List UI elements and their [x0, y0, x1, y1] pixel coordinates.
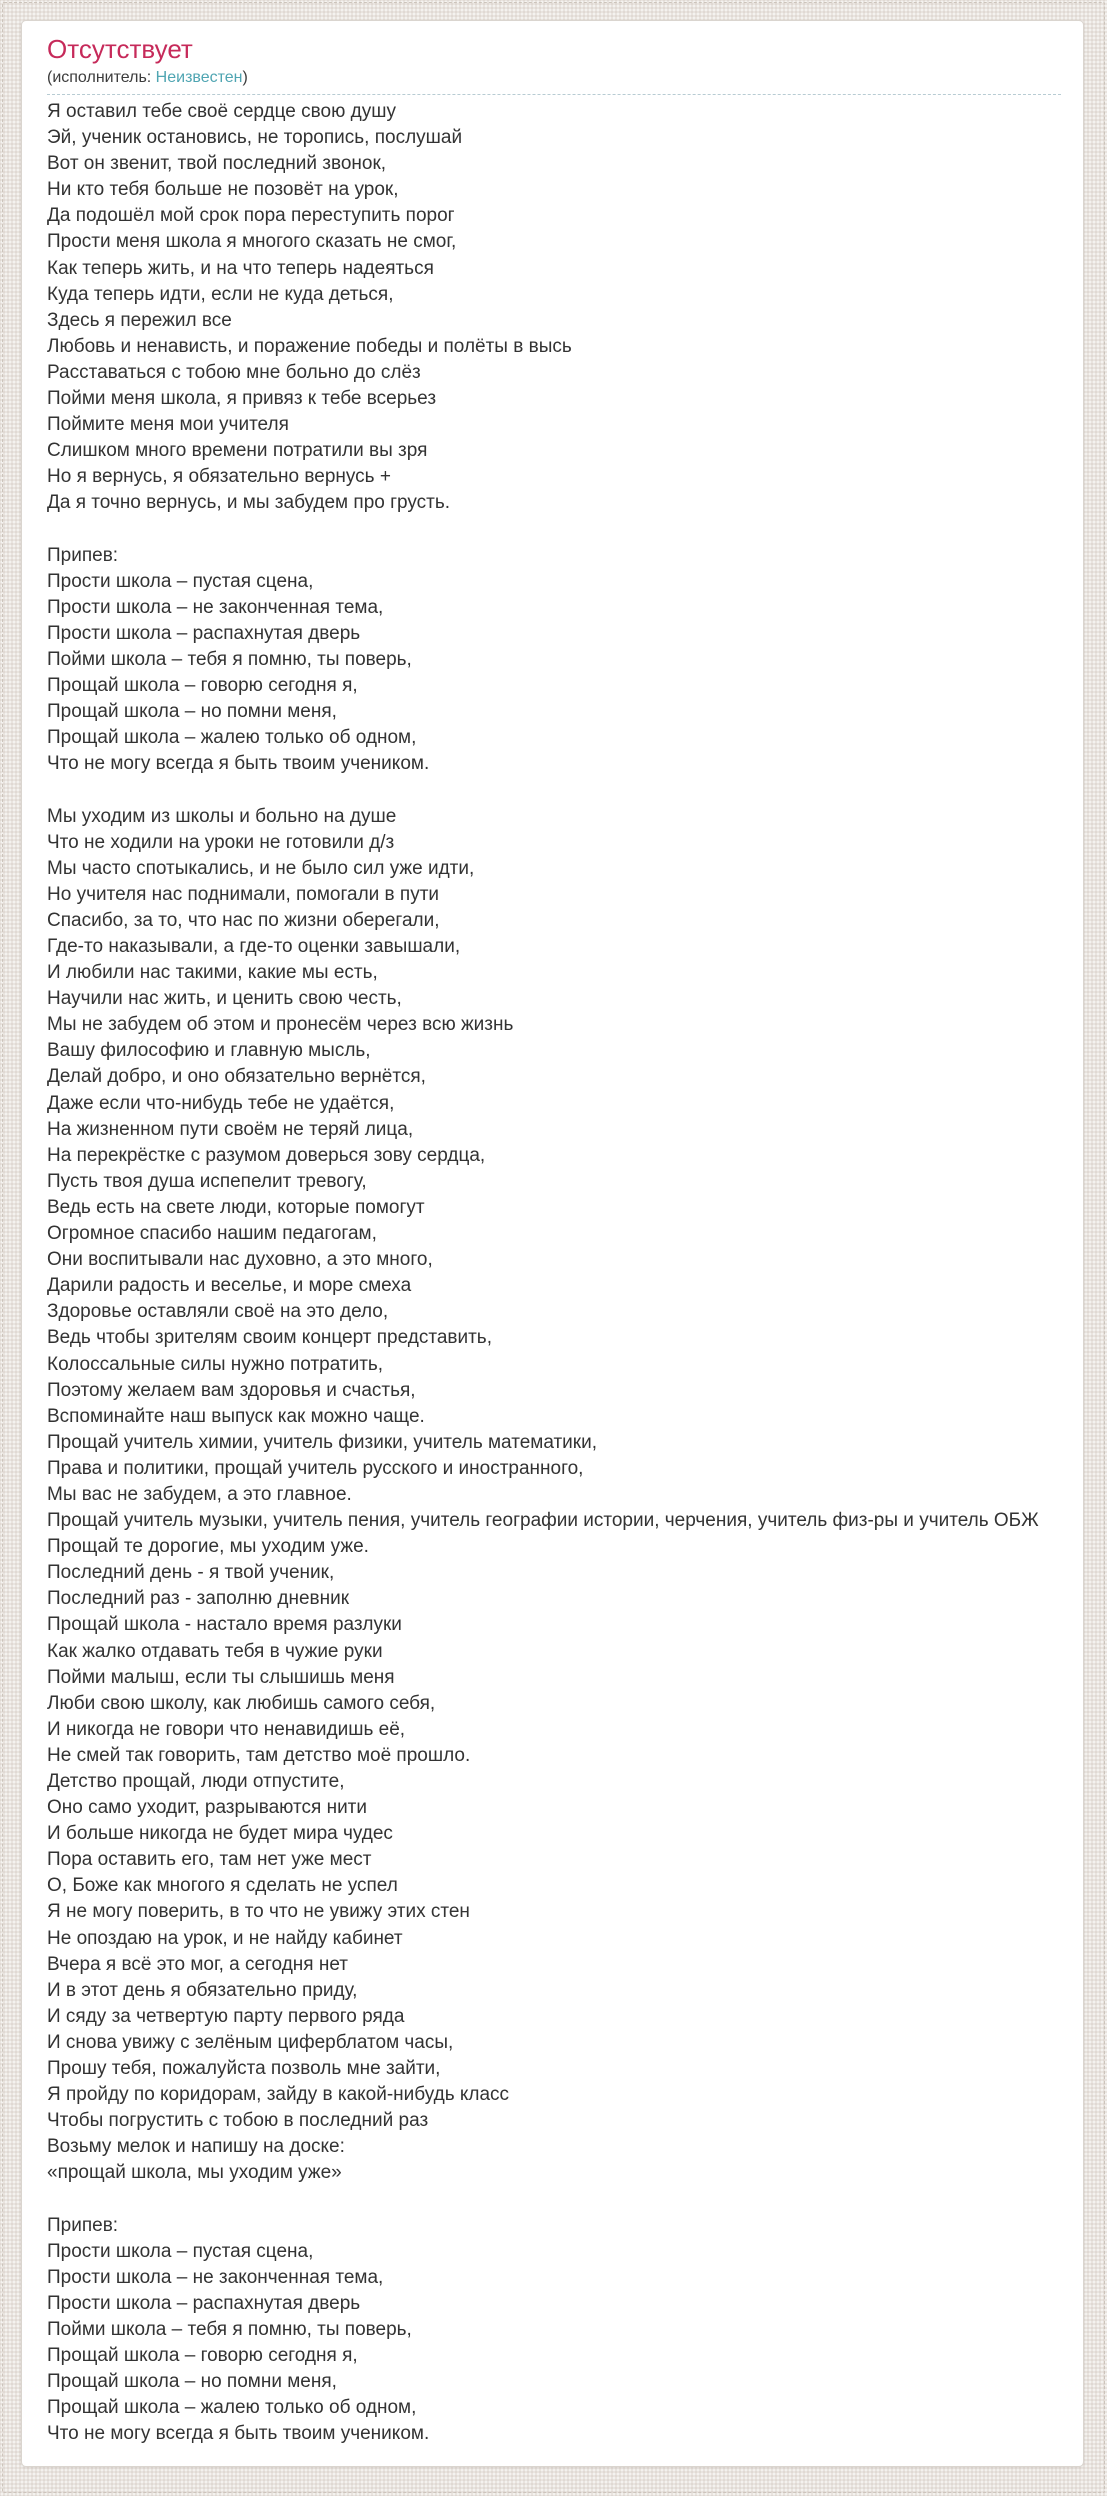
lyric-line: Прощай школа - настало время разлуки	[47, 1614, 402, 1636]
lyric-line: Ни кто тебя больше не позовёт на урок,	[47, 179, 399, 201]
lyric-line: Прости школа – пустая сцена,	[47, 2240, 314, 2262]
lyric-line: Ведь чтобы зрителям своим концерт представить,	[47, 1327, 492, 1349]
lyric-line: Спасибо, за то, что нас по жизни оберегали,	[47, 909, 440, 931]
lyric-line: Пойми школа – тебя я помню, ты поверь,	[47, 2318, 412, 2340]
lyric-line: Вашу философию и главную мысль,	[47, 1040, 371, 1062]
lyric-line: Ведь есть на свете люди, которые помогут	[47, 1196, 425, 1218]
lyric-line: Прощай школа – говорю сегодня я,	[47, 2345, 358, 2367]
lyric-line: Последний раз - заполню дневник	[47, 1588, 350, 1610]
lyric-line: Пойми малыш, если ты слышишь меня	[47, 1666, 395, 1688]
lyric-line: Здесь я пережил все	[47, 309, 232, 331]
lyric-line: Да я точно вернусь, и мы забудем про грусть.	[47, 492, 451, 514]
artist-line	[47, 67, 1083, 89]
header-separator	[47, 94, 1061, 95]
lyric-line: Но я вернусь, я обязательно вернусь +	[47, 466, 391, 488]
lyric-line: Прощай школа – жалею только об одном,	[47, 2397, 417, 2419]
lyric-line: Но учителя нас поднимали, помогали в пути	[47, 883, 440, 905]
lyric-line: Да подошёл мой срок пора переступить порог	[47, 205, 455, 227]
artist-link[interactable]: Неизвестен	[155, 69, 243, 86]
lyric-line: И сяду за четвертую парту первого ряда	[47, 2005, 405, 2027]
lyrics-text	[47, 99, 1083, 2447]
lyric-line: Прости школа – не законченная тема,	[47, 596, 384, 618]
lyric-line: Люби свою школу, как любишь самого себя,	[47, 1692, 436, 1714]
artist-suffix: )	[242, 69, 248, 86]
lyric-line: Прощай учитель музыки, учитель пения, учитель географии истории, черчения, учитель физ-ры и учитель ОБЖ	[47, 1510, 1039, 1532]
stanza	[47, 543, 1083, 778]
lyric-line: Делай добро, и оно обязательно вернётся,	[47, 1066, 426, 1088]
lyrics-card	[21, 20, 1084, 2467]
lyric-line: Последний день - я твой ученик,	[47, 1562, 335, 1584]
lyric-line: Прости школа – распахнутая дверь	[47, 2292, 361, 2314]
lyric-line: Мы часто спотыкались, и не было сил уже идти,	[47, 857, 475, 879]
lyric-line: Как теперь жить, и на что теперь надеяться	[47, 257, 434, 279]
lyric-line: Мы вас не забудем, а это главное.	[47, 1483, 352, 1505]
lyric-line: Вчера я всё это мог, а сегодня нет	[47, 1953, 348, 1975]
lyric-line: Поэтому желаем вам здоровья и счастья,	[47, 1379, 416, 1401]
lyric-line: И любили нас такими, какие мы есть,	[47, 962, 378, 984]
lyric-line: Где-то наказывали, а где-то оценки завышали,	[47, 936, 461, 957]
lyric-line: Поймите меня мои учителя	[47, 414, 289, 436]
lyric-line: Вспоминайте наш выпуск как можно чаще.	[47, 1405, 425, 1427]
stanza	[47, 2213, 1083, 2448]
lyric-line: Возьму мелок и напишу на доске:	[47, 2136, 345, 2158]
lyric-line: Пусть твоя душа испепелит тревогу,	[47, 1170, 367, 1192]
lyric-line: И больше никогда не будет мира чудес	[47, 1823, 393, 1845]
lyric-line: О, Боже как многого я сделать не успел	[47, 1875, 398, 1897]
lyric-line: Колоссальные силы нужно потратить,	[47, 1353, 384, 1375]
lyric-line: Они воспитывали нас духовно, а это много,	[47, 1249, 433, 1271]
lyric-line: И в этот день я обязательно приду,	[47, 1979, 358, 2001]
lyric-line: Не опоздаю на урок, и не найду кабинет	[47, 1927, 403, 1949]
lyric-line: Эй, ученик остановись, не торопись, послушай	[47, 127, 463, 149]
lyric-line: Прощай школа – говорю сегодня я,	[47, 675, 358, 697]
lyric-line: Как жалко отдавать тебя в чужие руки	[47, 1640, 383, 1662]
lyric-line: Расставаться с тобою мне больно до слёз	[47, 361, 421, 383]
lyric-line: Права и политики, прощай учитель русского и иностранного,	[47, 1457, 584, 1479]
lyric-line: Оно само уходит, разрываются нити	[47, 1797, 367, 1819]
song-title: Отсутствует	[47, 34, 193, 64]
lyric-line: Пора оставить его, там нет уже мест	[47, 1849, 372, 1871]
stanza	[47, 804, 1083, 2187]
lyric-line: Даже если что-нибудь тебе не удаётся,	[47, 1092, 395, 1114]
lyric-line: Пойми школа – тебя я помню, ты поверь,	[47, 648, 412, 670]
lyric-line: Я не могу поверить, в то что не увижу этих стен	[47, 1901, 470, 1923]
lyric-line: Прощай учитель химии, учитель физики, учитель математики,	[47, 1431, 597, 1453]
lyric-line: Научили нас жить, и ценить свою честь,	[47, 988, 402, 1010]
lyric-line: Что не могу всегда я быть твоим учеником.	[47, 2423, 430, 2445]
lyric-line: Чтобы погрустить с тобою в последний раз	[47, 2110, 429, 2132]
artist-label: (исполнитель:	[47, 69, 152, 86]
lyric-line: Прощай школа – жалею только об одном,	[47, 727, 417, 749]
lyric-line: Огромное спасибо нашим педагогам,	[47, 1223, 377, 1245]
lyric-line: Я пройду по коридорам, зайду в какой-нибудь класс	[47, 2084, 510, 2106]
lyric-line: Припев:	[47, 2214, 119, 2236]
lyric-line: Прости школа – распахнутая дверь	[47, 622, 361, 644]
lyric-line: И снова увижу с зелёным циферблатом часы,	[47, 2031, 454, 2053]
lyric-line: «прощай школа, мы уходим уже»	[47, 2162, 342, 2184]
lyric-line: На жизненном пути своём не теряй лица,	[47, 1118, 414, 1140]
lyric-line: Я оставил тебе своё сердце свою душу	[47, 101, 396, 122]
lyric-line: Что не ходили на уроки не готовили д/з	[47, 831, 395, 853]
lyric-line: Любовь и ненависть, и поражение победы и полёты в высь	[47, 335, 572, 357]
lyric-line: Прощай школа – но помни меня,	[47, 701, 337, 723]
lyric-line: Что не могу всегда я быть твоим учеником.	[47, 753, 430, 775]
lyric-line: Дарили радость и веселье, и море смеха	[47, 1275, 412, 1297]
lyric-line: Прошу тебя, пожалуйста позволь мне зайти,	[47, 2058, 441, 2080]
lyric-line: На перекрёстке с разумом доверься зову сердца,	[47, 1144, 486, 1166]
stanza	[47, 99, 1083, 517]
lyric-line: Здоровье оставляли своё на это дело,	[47, 1301, 389, 1323]
lyric-line: Мы уходим из школы и больно на душе	[47, 805, 397, 827]
lyric-line: Припев:	[47, 544, 119, 566]
lyric-line: Прощай школа – но помни меня,	[47, 2371, 337, 2393]
lyric-line: Мы не забудем об этом и пронесём через всю жизнь	[47, 1014, 514, 1036]
lyric-line: Пойми меня школа, я привяз к тебе всерьез	[47, 388, 437, 410]
lyric-line: Куда теперь идти, если не куда деться,	[47, 283, 394, 305]
lyric-line: Детство прощай, люди отпустите,	[47, 1771, 345, 1792]
lyric-line: Слишком много времени потратили вы зря	[47, 440, 428, 462]
lyric-line: Прости школа – не законченная тема,	[47, 2266, 384, 2288]
lyric-line: Прощай те дорогие, мы уходим уже.	[47, 1536, 369, 1558]
lyric-line: Не смей так говорить, там детство моё прошло.	[47, 1744, 471, 1766]
lyric-line: Прости меня школа я многого сказать не смог,	[47, 231, 457, 253]
lyric-line: Прости школа – пустая сцена,	[47, 570, 314, 592]
lyric-line: Вот он звенит, твой последний звонок,	[47, 153, 387, 175]
lyric-line: И никогда не говори что ненавидишь её,	[47, 1718, 406, 1740]
